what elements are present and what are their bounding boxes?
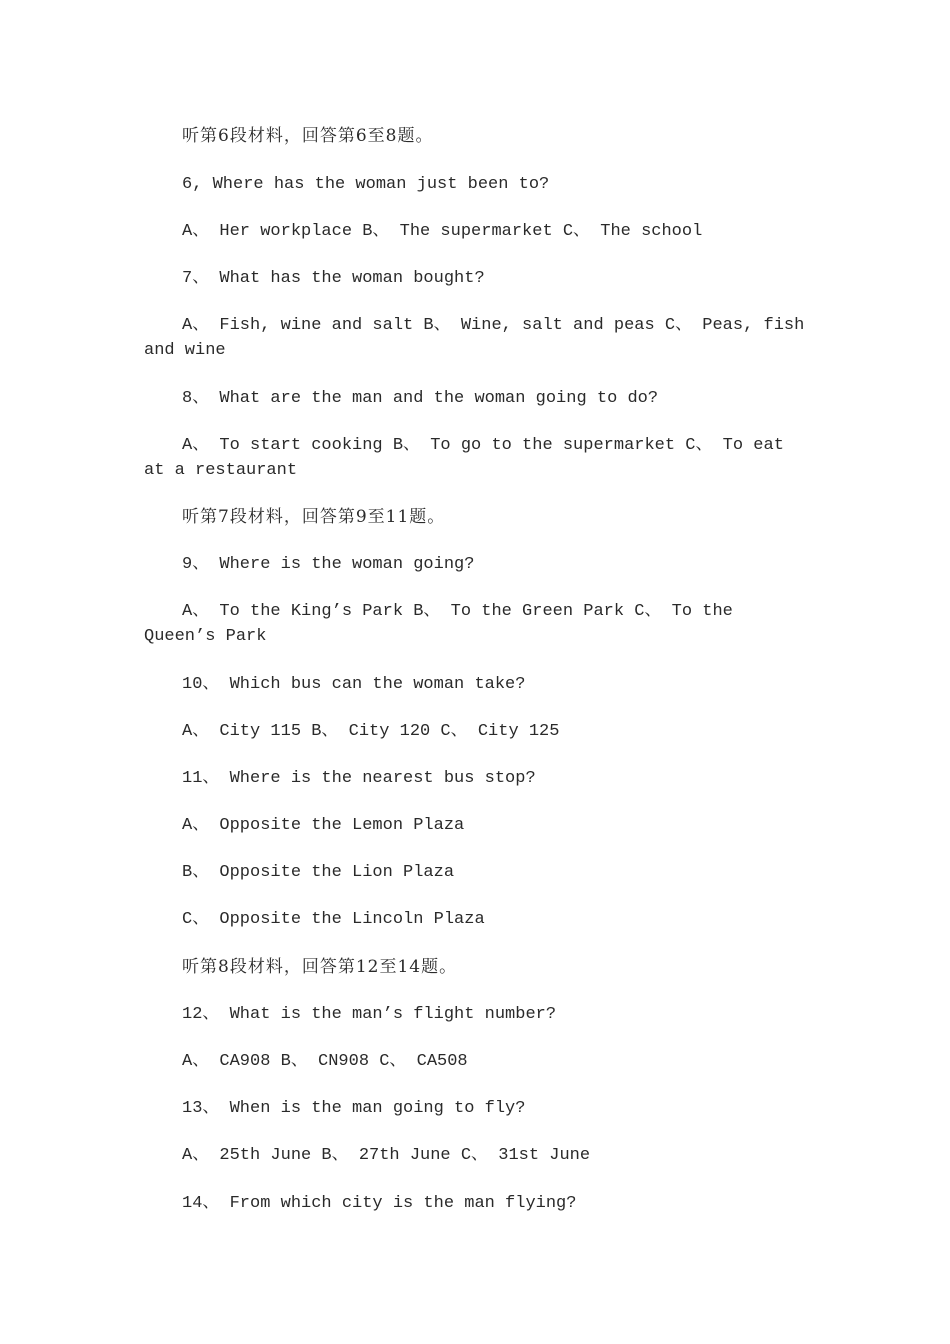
options-6: A、 Her workplace B、 The supermarket C、 The school	[182, 222, 703, 241]
options-9: A、 To the King’s Park B、 To the Green Park C、 To the Queen’s Park	[144, 602, 744, 646]
question-13: 13、 When is the man going to fly?	[182, 1099, 526, 1118]
options-10: A、 City 115 B、 City 120 C、 City 125	[182, 722, 560, 741]
question-12: 12、 What is the man’s flight number?	[182, 1005, 557, 1024]
options-12: A、 CA908 B、 CN908 C、 CA508	[182, 1052, 468, 1071]
option-11-a: A、 Opposite the Lemon Plaza	[182, 816, 465, 835]
options-8: A、 To start cooking B、 To go to the supermarket C、 To eat at a restaurant	[144, 436, 795, 480]
question-7: 7、 What has the woman bought?	[182, 269, 485, 288]
section-heading-8: 听第8段材料，回答第12至14题。	[182, 957, 458, 977]
options-7: A、 Fish, wine and salt B、 Wine, salt and peas C、 Peas, fish and wine	[144, 316, 815, 360]
question-6: 6, Where has the woman just been to?	[182, 175, 550, 194]
options-13: A、 25th June B、 27th June C、 31st June	[182, 1146, 591, 1165]
question-11: 11、 Where is the nearest bus stop?	[182, 769, 536, 788]
section-heading-7: 听第7段材料，回答第9至11题。	[182, 507, 446, 527]
question-10: 10、 Which bus can the woman take?	[182, 675, 526, 694]
option-11-c: C、 Opposite the Lincoln Plaza	[182, 910, 485, 929]
question-14: 14、 From which city is the man flying?	[182, 1194, 577, 1213]
question-8: 8、 What are the man and the woman going to do?	[182, 389, 659, 408]
section-heading-6: 听第6段材料，回答第6至8题。	[182, 126, 434, 146]
question-9: 9、 Where is the woman going?	[182, 555, 475, 574]
option-11-b: B、 Opposite the Lion Plaza	[182, 863, 455, 882]
